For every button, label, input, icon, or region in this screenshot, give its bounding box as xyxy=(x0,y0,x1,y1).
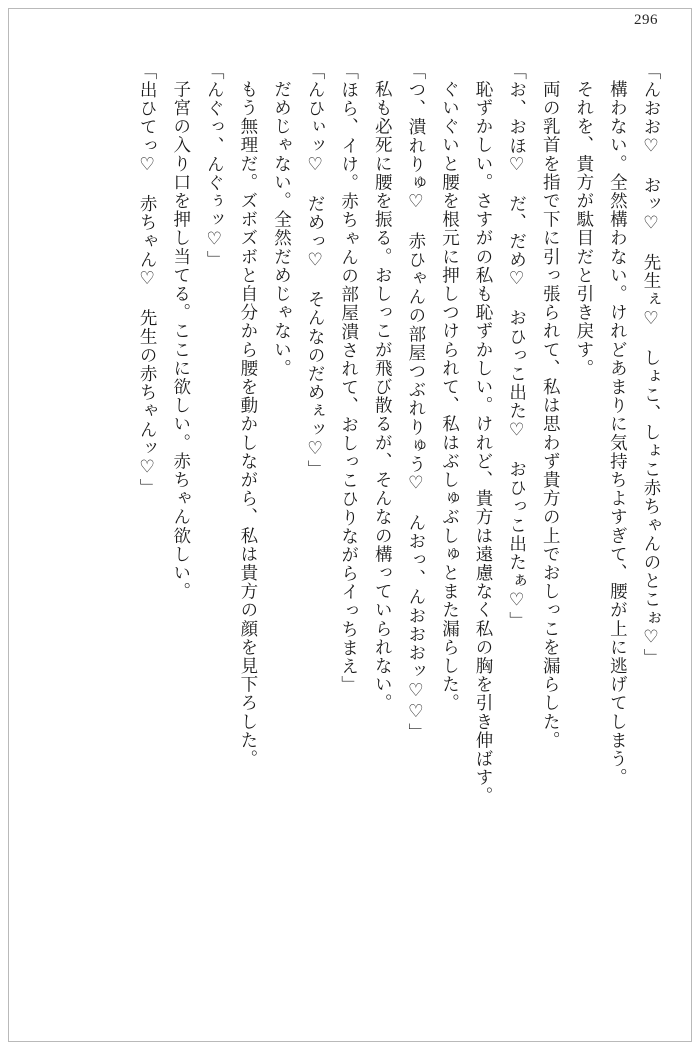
paragraph: ぐいぐいと腰を根元に押しつけられて、私はぶしゅぶしゅとまた漏らした。 xyxy=(440,79,461,712)
paragraph: 「お、おほ♡ だ、だめ♡ おひっこ出た♡ おひっこ出たぁ♡」 xyxy=(507,62,528,630)
paragraph: 私も必死に腰を振る。おしっこが飛び散るが、そんなの構っていられない。 xyxy=(373,79,394,712)
paragraph: 「んひぃッ♡ だめっ♡ そんなのだめぇッ♡」 xyxy=(306,62,327,479)
paragraph: 「つ、潰れりゅ♡ 赤ひゃんの部屋つぶれりゅう♡ んおっ、んおおおッ♡♡」 xyxy=(406,62,427,742)
paragraph: 「んおお♡ おッ♡ 先生ぇ♡ しょこ、しょこ赤ちゃんのとこぉ♡」 xyxy=(642,62,662,668)
paragraph: 「んぐっ、んぐぅッ♡」 xyxy=(205,62,226,270)
page-body-text xyxy=(32,62,668,1002)
paragraph: 「出ひてっ♡ 赤ちゃん♡ 先生の赤ちゃんッ♡」 xyxy=(138,62,159,498)
paragraph: 「ほら、イけ。赤ちゃんの部屋潰されて、おしっこひりながらイっちまえ」 xyxy=(339,62,360,695)
paragraph: 恥ずかしい。さすがの私も恥ずかしい。けれど、貴方は遠慮なく私の胸を引き伸ばす。 xyxy=(474,79,495,805)
paragraph: だめじゃない。全然だめじゃない。 xyxy=(272,79,293,378)
page-number: 296 xyxy=(634,12,658,28)
paragraph: 両の乳首を指で下に引っ張られて、私は思わず貴方の上でおしっこを漏らした。 xyxy=(541,79,562,750)
paragraph: もう無理だ。ズボズボと自分から腰を動かしながら、私は貴方の顔を見下ろした。 xyxy=(238,79,259,768)
paragraph: それを、貴方が駄目だと引き戻す。 xyxy=(574,79,595,378)
paragraph: 子宮の入り口を押し当てる。ここに欲しい。赤ちゃん欲しい。 xyxy=(171,79,192,601)
paragraph: 構わない。全然構わない。けれどあまりに気持ちよすぎて、腰が上に逃げてしまう。 xyxy=(608,79,629,787)
